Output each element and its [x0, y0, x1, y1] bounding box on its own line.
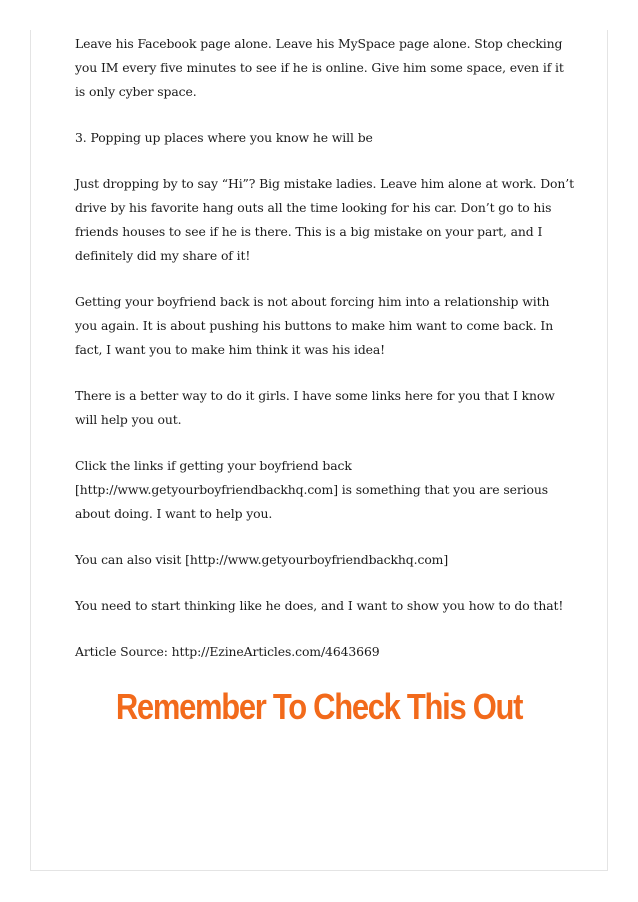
paragraph-better-way: There is a better way to do it girls. I have some links here for you that I know will help you out.: [75, 388, 555, 427]
paragraph-space: Leave his Facebook page alone. Leave his MySpace page alone. Stop checking you IM every five minutes to see if he is online. Give him some space, even if it is only cyber space.: [75, 36, 564, 99]
paragraph-also-visit: You can also visit [http://www.getyourboyfriendbackhq.com]: [75, 552, 449, 567]
paragraph-dropping-by: Just dropping by to say “Hi”? Big mistake ladies. Leave him alone at work. Don’t drive by his favorite hang outs all the time looking for his car. Don’t go to his friends houses to see if he is there. This is a big mistake on your part, and I definitely did my share of it!: [75, 176, 575, 263]
article-body: [75, 32, 575, 664]
paragraph-click-links: Click the links if getting your boyfriend back [http://www.getyourboyfriendbackhq.com] is something that you are serious about doing. I want to help you.: [75, 458, 549, 521]
paragraph-start-thinking: You need to start thinking like he does, and I want to show you how to do that!: [75, 598, 564, 613]
paragraph-getting-back: Getting your boyfriend back is not about forcing him into a relationship with you again. It is about pushing his buttons to make him want to come back. In fact, I want you to make him think it was his idea!: [75, 294, 554, 357]
document-page: [30, 30, 608, 871]
cta-headline: Remember To Check This Out: [115, 686, 523, 727]
heading-popping-up: 3. Popping up places where you know he will be: [75, 130, 373, 145]
article-source: Article Source: http://EzineArticles.com/4643669: [75, 644, 380, 659]
